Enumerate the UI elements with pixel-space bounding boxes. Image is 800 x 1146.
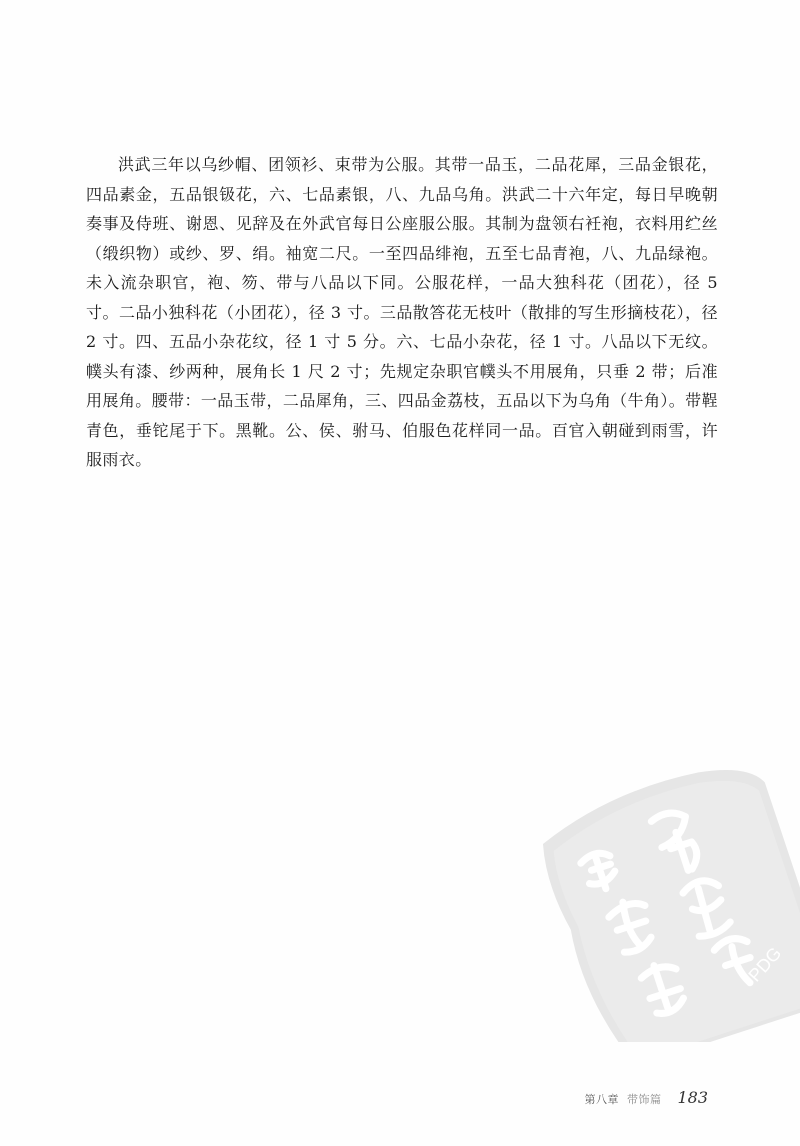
watermark-stamp — [528, 742, 800, 1042]
watermark-text: PDG — [744, 943, 786, 986]
footer-section: 带饰篇 — [626, 1093, 662, 1106]
footer-chapter: 第八章 — [584, 1093, 619, 1106]
page-footer — [584, 1088, 708, 1110]
watermark-seal-icon — [528, 742, 800, 1042]
page-number: 183 — [677, 1088, 708, 1107]
body-paragraph: 洪武三年以乌纱帽、团领衫、束带为公服。其带一品玉，二品花犀，三品金银花，四品素金，五品银钑花，六、七品素银，八、九品乌角。洪武二十六年定，每日早晚朝奏事及侍班、谢恩、见辞及在外武官每日公座服公服。其制为盘领右衽袍，衣料用纻丝（缎织物）或纱、罗、绢。袖宽二尺。一至四品绯袍，五至七品青袍，八、九品绿袍。未入流杂职官，袍、笏、带与八品以下同。公服花样，一品大独科花（团花），径 5 寸。二品小独科花（小团花），径 3 寸。三品散答花无枝叶（散排的写生形摘枝花），径 2 寸。四、五品小杂花纹，径 1 寸 5 分。六、七品小杂花，径 1 寸。八品以下无纹。幞头有漆、纱两种，展角长 1 尺 2 寸；先规定杂职官幞头不用展角，只垂 2 带；后准用展角。腰带：一品玉带，二品犀角，三、四品金荔枝，五品以下为乌角（牛角）。带鞓青色，垂铊尾于下。黑靴。公、侯、驸马、伯服色花样同一品。百官入朝碰到雨雪，许服雨衣。 — [86, 155, 718, 469]
